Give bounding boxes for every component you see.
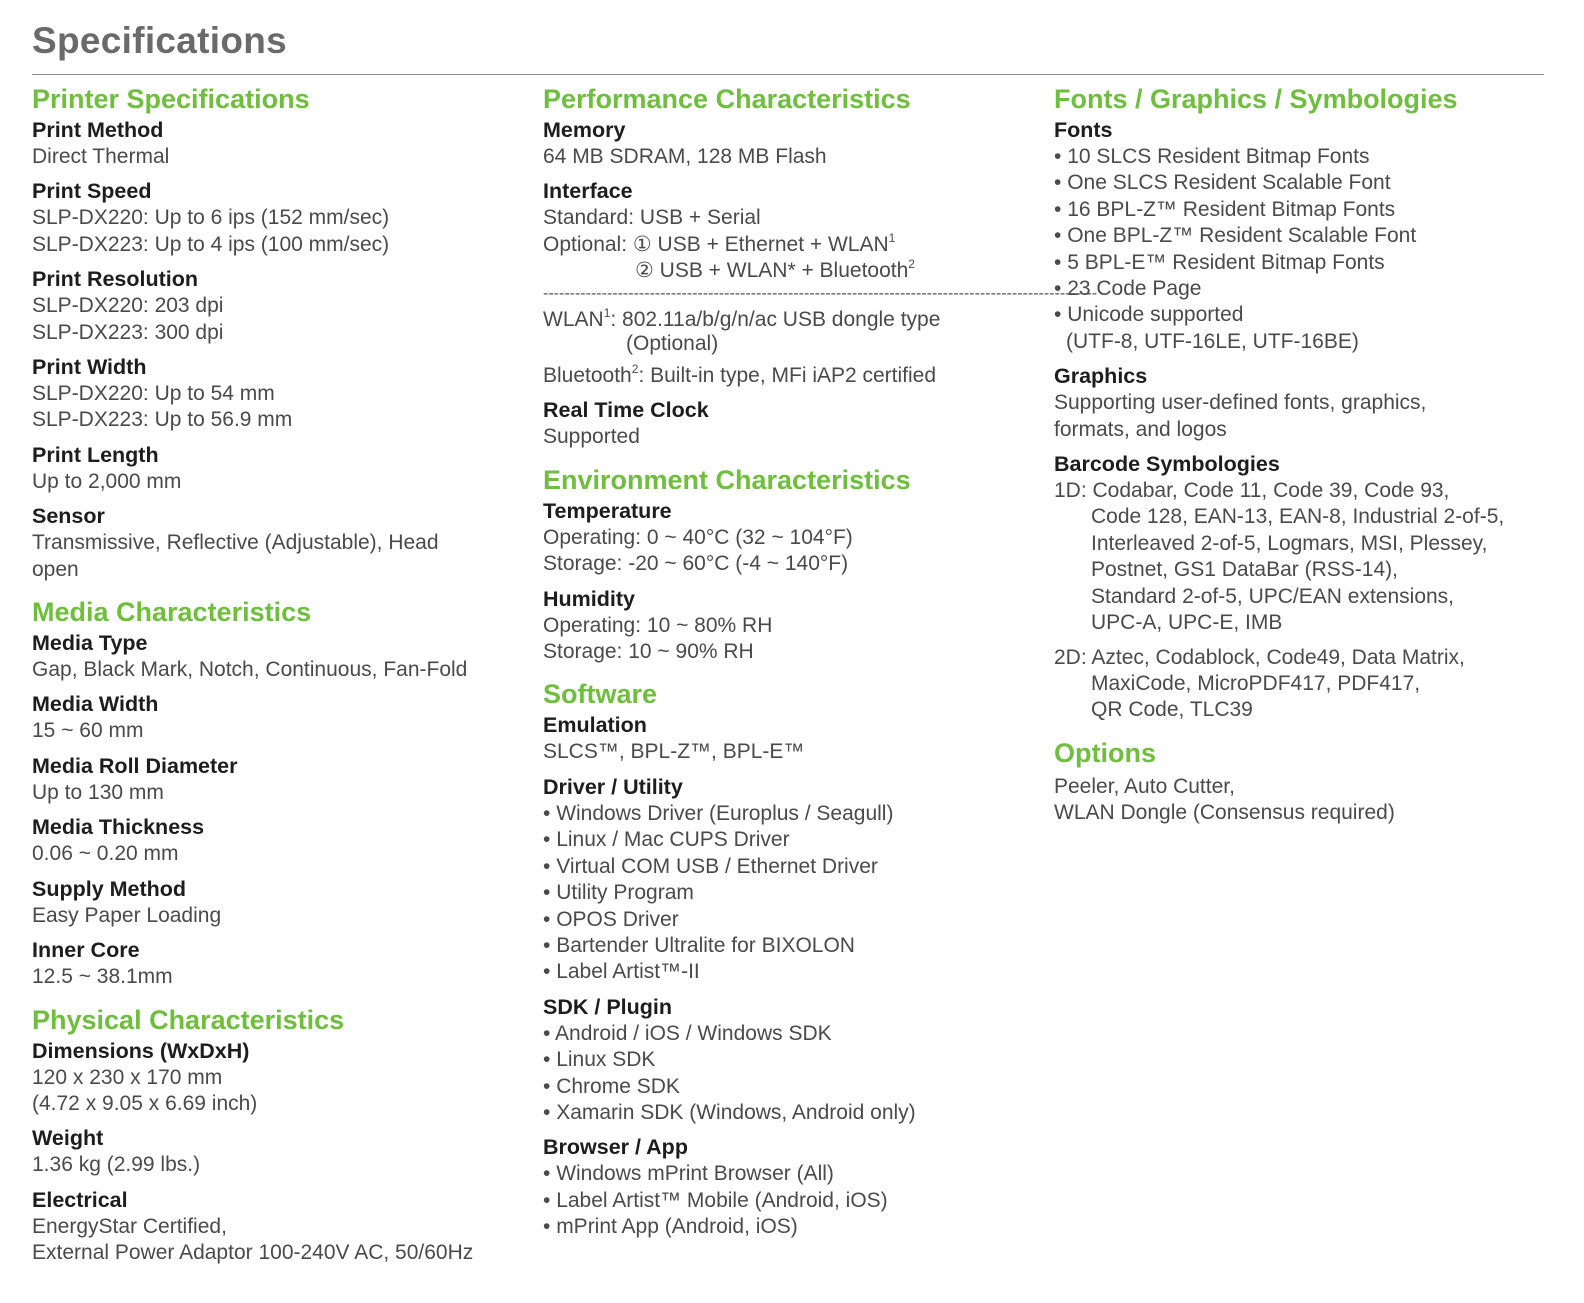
spec-label: SDK / Plugin	[543, 994, 672, 1019]
spec-value: Storage: 10 ~ 90% RH	[543, 640, 754, 664]
spec-value: WLAN Dongle (Consensus required)	[1054, 801, 1395, 825]
barcode-2d	[1054, 645, 1554, 724]
spec-value: External Power Adaptor 100-240V AC, 50/60Hz	[32, 1241, 474, 1265]
list-item: • Bartender Ultralite for BIXOLON	[543, 933, 1013, 959]
spec-label: Media Thickness	[32, 815, 205, 840]
spec-label: Real Time Clock	[543, 398, 709, 423]
spec-label: Dimensions (WxDxH)	[32, 1038, 250, 1063]
spec-print-width	[32, 354, 512, 434]
spec-label: Media Width	[32, 692, 159, 717]
spec-barcode-symbologies	[1054, 451, 1554, 724]
spec-label: Media Type	[32, 631, 148, 656]
spec-value: SLP-DX223: Up to 56.9 mm	[32, 408, 293, 432]
spec-label: Media Roll Diameter	[32, 753, 238, 778]
footnote-body: : 802.11a/b/g/n/ac USB dongle type	[610, 307, 941, 331]
spec-label: Print Length	[32, 442, 159, 467]
spec-value: formats, and logos	[1054, 417, 1227, 441]
spec-label: Print Width	[32, 355, 147, 380]
spec-value: SLCS™, BPL-Z™, BPL-E™	[543, 740, 805, 764]
spec-value: Easy Paper Loading	[32, 903, 222, 927]
footnote-body: : Built-in type, MFi iAP2 certified	[638, 364, 937, 388]
spec-value: (4.72 x 9.05 x 6.69 inch)	[32, 1091, 258, 1115]
list-item: • Linux / Mac CUPS Driver	[543, 827, 1013, 853]
list-item: • 16 BPL-Z™ Resident Bitmap Fonts	[1054, 197, 1554, 223]
footnote-marker: 2	[908, 257, 915, 272]
spec-browser-app	[543, 1134, 1013, 1240]
spec-value: Peeler, Auto Cutter,	[1054, 774, 1235, 798]
list-item: • 23 Code Page	[1054, 276, 1554, 302]
footnote-wlan	[543, 307, 1013, 355]
spec-label: Supply Method	[32, 876, 187, 901]
list-item: • 5 BPL-E™ Resident Bitmap Fonts	[1054, 250, 1554, 276]
spec-value: EnergyStar Certified,	[32, 1214, 227, 1238]
spec-label: Electrical	[32, 1187, 128, 1212]
spec-value: Direct Thermal	[32, 145, 170, 168]
barcode-line: 2D: Aztec, Codablock, Code49, Data Matrix,	[1054, 645, 1465, 669]
list-item: • Unicode supported	[1054, 302, 1554, 328]
spec-value-optional-2	[543, 258, 1013, 284]
spec-memory	[543, 117, 1013, 170]
barcode-line: Standard 2-of-5, UPC/EAN extensions,	[1091, 584, 1455, 608]
spec-label: Print Resolution	[32, 267, 199, 292]
list-item: • Windows mPrint Browser (All)	[543, 1161, 1013, 1187]
list-item: • One SLCS Resident Scalable Font	[1054, 170, 1554, 196]
footnote-text	[543, 363, 1013, 389]
spec-value: SLP-DX220: Up to 54 mm	[32, 382, 275, 406]
spec-value: 15 ~ 60 mm	[32, 719, 144, 743]
section-title-fonts-graphics-symbologies: Fonts / Graphics / Symbologies	[1054, 84, 1458, 114]
spec-label: Weight	[32, 1126, 104, 1151]
spec-label: Interface	[543, 179, 633, 204]
spec-media-type	[32, 630, 512, 683]
spec-value: 12.5 ~ 38.1mm	[32, 965, 173, 989]
spec-inner-core	[32, 937, 512, 990]
section-title-printer-specifications: Printer Specifications	[32, 84, 310, 114]
list-item: • One BPL-Z™ Resident Scalable Font	[1054, 223, 1554, 249]
barcode-line: 1D: Codabar, Code 11, Code 39, Code 93,	[1054, 479, 1450, 503]
column-printer-media-physical	[32, 82, 512, 1275]
barcode-line: Code 128, EAN-13, EAN-8, Industrial 2-of-5,	[1091, 505, 1505, 529]
section-title-options: Options	[1054, 737, 1156, 768]
spec-humidity	[543, 586, 1013, 666]
spec-sdk-plugin	[543, 994, 1013, 1127]
list-item: • OPOS Driver	[543, 907, 1013, 933]
spec-options	[1054, 774, 1554, 827]
spec-print-speed	[32, 178, 512, 258]
spec-value: SLP-DX223: Up to 4 ips (100 mm/sec)	[32, 232, 390, 256]
spec-label: Fonts	[1054, 118, 1113, 142]
spec-print-method	[32, 117, 512, 170]
section-title-environment-characteristics: Environment Characteristics	[543, 464, 911, 495]
spec-value: Up to 130 mm	[32, 780, 164, 804]
page-title: Specifications	[32, 20, 288, 61]
spec-value: open	[32, 557, 79, 581]
title-divider	[32, 74, 1544, 75]
spec-media-width	[32, 691, 512, 744]
spec-value: Supporting user-defined fonts, graphics,	[1054, 391, 1427, 415]
list-item: • Label Artist™ Mobile (Android, iOS)	[543, 1188, 1013, 1214]
spec-value: Operating: 0 ~ 40°C (32 ~ 104°F)	[543, 525, 853, 549]
spec-value: Operating: 10 ~ 80% RH	[543, 613, 773, 637]
spec-value: SLP-DX220: Up to 6 ips (152 mm/sec)	[32, 206, 390, 230]
footnote-prefix: Bluetooth	[543, 364, 632, 388]
spec-label: Barcode Symbologies	[1054, 452, 1280, 477]
spec-supply-method	[32, 876, 512, 929]
spec-value: Storage: -20 ~ 60°C (-4 ~ 140°F)	[543, 552, 849, 576]
list-item: • mPrint App (Android, iOS)	[543, 1214, 1013, 1240]
spec-driver-utility	[543, 774, 1013, 986]
spec-print-length	[32, 442, 512, 495]
spec-dimensions	[32, 1038, 512, 1118]
spec-media-thickness	[32, 814, 512, 867]
barcode-line: MaxiCode, MicroPDF417, PDF417,	[1091, 671, 1421, 695]
barcode-line: Interleaved 2-of-5, Logmars, MSI, Plessey,	[1091, 531, 1488, 555]
spec-media-roll-diameter	[32, 753, 512, 806]
spec-electrical	[32, 1187, 512, 1267]
spec-value: Up to 2,000 mm	[32, 469, 182, 493]
list-item: • Utility Program	[543, 880, 1013, 906]
spec-fonts	[1054, 117, 1554, 355]
barcode-line: Postnet, GS1 DataBar (RSS-14),	[1091, 558, 1398, 582]
section-title-physical-characteristics: Physical Characteristics	[32, 1004, 345, 1035]
spec-emulation	[543, 712, 1013, 765]
spec-label: Temperature	[543, 498, 672, 523]
spec-label: Driver / Utility	[543, 774, 683, 799]
barcode-line: QR Code, TLC39	[1091, 698, 1253, 722]
spec-label: Print Method	[32, 118, 164, 142]
spec-value: Standard: USB + Serial	[543, 206, 761, 230]
spec-value: 1.36 kg (2.99 lbs.)	[32, 1153, 201, 1177]
spec-value: SLP-DX220: 203 dpi	[32, 294, 224, 318]
list-item: • Linux SDK	[543, 1047, 1013, 1073]
footnote-bluetooth	[543, 363, 1013, 389]
list-item-continuation: (UTF-8, UTF-16LE, UTF-16BE)	[1066, 329, 1359, 353]
optional-prefix: Optional:	[543, 232, 633, 256]
optional-2-text: ② USB + WLAN* + Bluetooth	[635, 259, 909, 283]
list-item: • Xamarin SDK (Windows, Android only)	[543, 1100, 1013, 1126]
spec-sensor	[32, 503, 512, 583]
spec-label: Inner Core	[32, 938, 140, 963]
spec-label: Memory	[543, 118, 626, 142]
section-title-performance-characteristics: Performance Characteristics	[543, 84, 911, 114]
footnote-marker: 1	[603, 305, 611, 320]
optional-1-text: ① USB + Ethernet + WLAN	[632, 232, 889, 256]
spec-label: Emulation	[543, 713, 647, 738]
spec-value: Transmissive, Reflective (Adjustable), Head	[32, 531, 439, 555]
list-item: • Label Artist™-II	[543, 959, 1013, 985]
barcode-1d	[1054, 478, 1554, 636]
footnote-text-cont: (Optional)	[626, 332, 719, 356]
dashed-divider: --------------------------------------------------------------------------------------------------------	[543, 284, 1098, 302]
spec-weight	[32, 1125, 512, 1178]
footnote-marker: 2	[631, 362, 639, 377]
spec-value: Supported	[543, 425, 640, 449]
spec-value: 0.06 ~ 0.20 mm	[32, 842, 179, 866]
spec-value-optional-1	[543, 232, 1013, 258]
footnote-prefix: WLAN	[543, 307, 604, 331]
list-item: • Android / iOS / Windows SDK	[543, 1021, 1013, 1047]
section-title-media-characteristics: Media Characteristics	[32, 597, 312, 628]
spec-interface	[543, 178, 1013, 284]
spec-label: Humidity	[543, 586, 635, 611]
spec-label: Sensor	[32, 504, 105, 529]
spec-value: SLP-DX223: 300 dpi	[32, 320, 224, 344]
column-fonts-options	[1054, 82, 1554, 835]
spec-temperature	[543, 498, 1013, 578]
spec-label: Print Speed	[32, 179, 152, 204]
spec-graphics	[1054, 363, 1554, 443]
barcode-line: UPC-A, UPC-E, IMB	[1091, 611, 1283, 635]
spec-value: 120 x 230 x 170 mm	[32, 1065, 223, 1089]
spec-label: Graphics	[1054, 364, 1148, 389]
list-item: • Virtual COM USB / Ethernet Driver	[543, 854, 1013, 880]
spec-value: 64 MB SDRAM, 128 MB Flash	[543, 145, 827, 168]
footnote-text	[543, 307, 1013, 333]
spec-real-time-clock	[543, 397, 1013, 450]
list-item: • 10 SLCS Resident Bitmap Fonts	[1054, 144, 1554, 170]
spec-print-resolution	[32, 266, 512, 346]
list-item: • Chrome SDK	[543, 1074, 1013, 1100]
spec-value: Gap, Black Mark, Notch, Continuous, Fan-Fold	[32, 658, 468, 682]
list-item: • Windows Driver (Europlus / Seagull)	[543, 801, 1013, 827]
section-title-software: Software	[543, 679, 658, 710]
footnote-marker: 1	[888, 230, 896, 245]
spec-label: Browser / App	[543, 1135, 688, 1160]
